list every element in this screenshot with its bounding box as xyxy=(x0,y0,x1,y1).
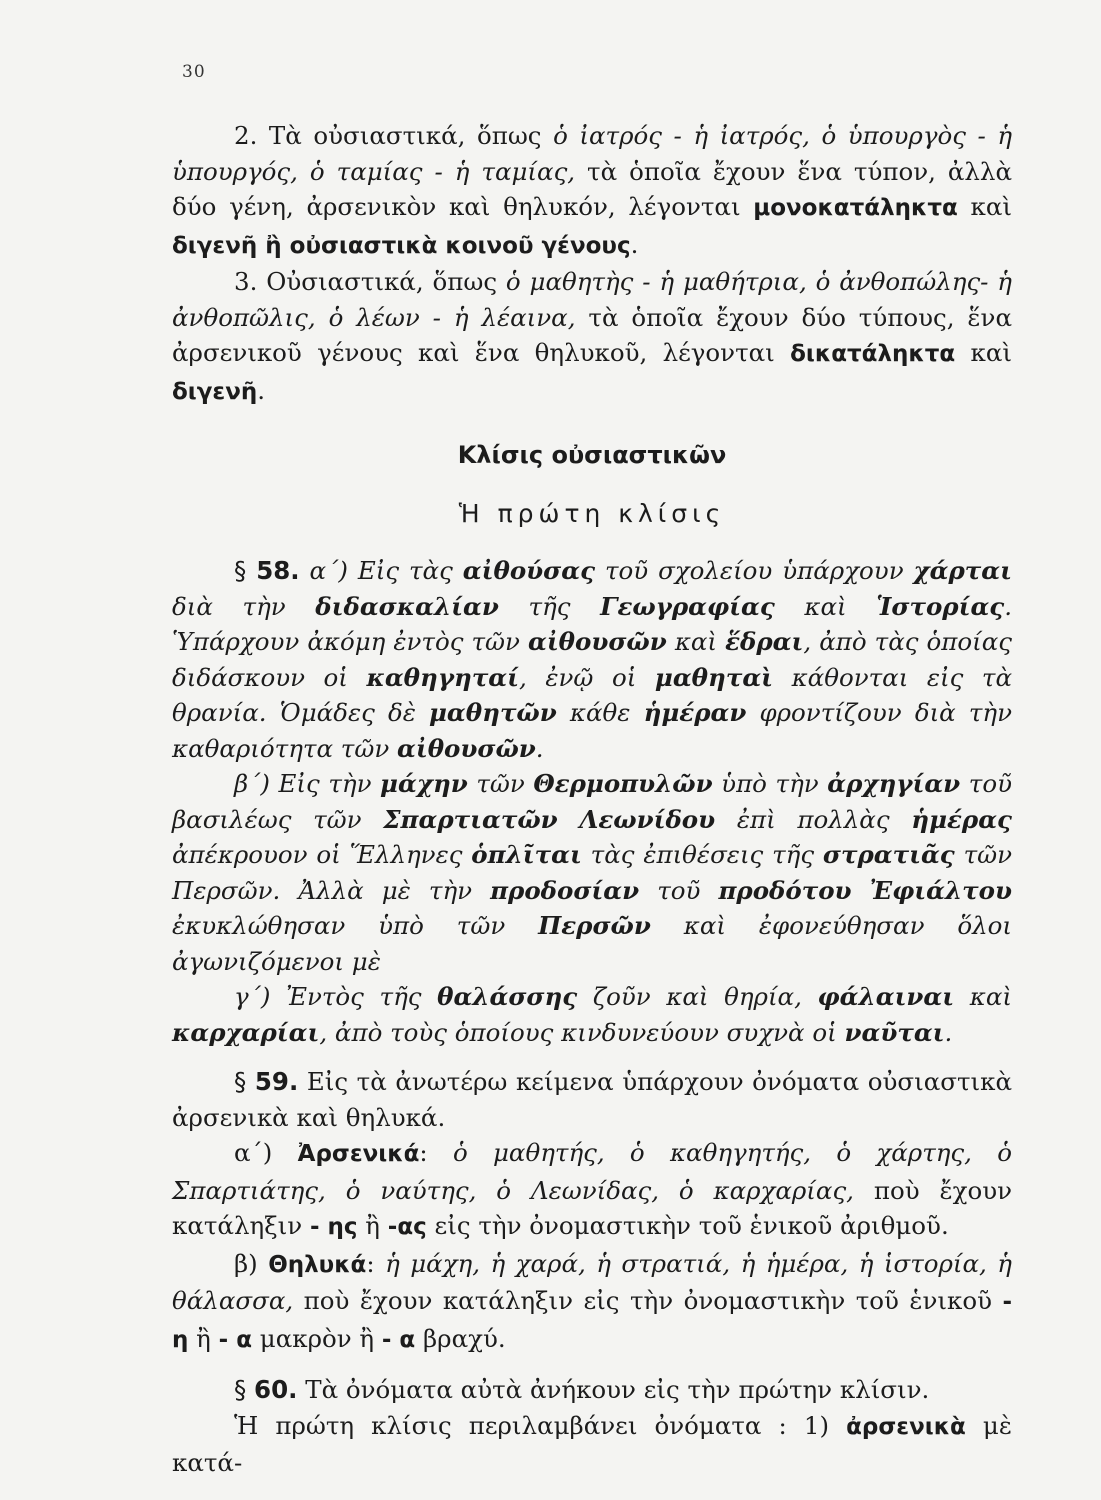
text: , ἐνῷ οἱ xyxy=(519,662,655,692)
term: θαλάσσης xyxy=(437,982,578,1011)
text: γ΄) Ἐντὸς τῆς xyxy=(234,982,438,1011)
term: Περσῶν xyxy=(538,911,651,940)
text xyxy=(558,805,580,834)
text: , ἀπὸ τὰς ὁποίας διδάσκουν οἱ xyxy=(172,627,1013,692)
text: ἐκυκλώθησαν ὑπὸ τῶν xyxy=(172,911,539,940)
term: προδοσίαν xyxy=(490,875,640,905)
text: καὶ ἐφονεύθησαν ὅλοι ἀγωνιζόμενοι μὲ xyxy=(172,911,1012,976)
text: ἢ xyxy=(357,1211,388,1240)
term: καθηγηταί xyxy=(366,662,520,692)
paragraph-58-a xyxy=(172,553,1012,766)
text: τοῦ σχολείου ὑπάρχουν xyxy=(595,556,914,585)
term: ἀρχηγίαν xyxy=(827,769,961,798)
text: β) xyxy=(234,1248,269,1278)
text: ὑπὸ τὴν xyxy=(712,769,828,798)
text: κάθονται εἰς τὰ θρανία. Ὁμάδες δὲ xyxy=(172,662,1012,727)
text: . xyxy=(535,733,544,763)
term: μαθηταὶ xyxy=(654,662,774,692)
term: αἰθουσῶν xyxy=(527,627,667,656)
text: ζοῦν καὶ θηρία, xyxy=(577,982,818,1011)
term: ἕδραι xyxy=(725,627,804,656)
term: προδότου xyxy=(718,875,852,905)
examples: ὁ μαθητὴς - ἡ μαθήτρια, ὁ ἀνθοπώλης- ἡ ἀνθοπῶλις, ὁ λέων - ἡ λέαινα, xyxy=(172,267,1012,332)
text: τοῦ βασιλέως τῶν xyxy=(172,769,1012,834)
term: διγενῆ ἢ οὐσιαστικὰ κοινοῦ γένους xyxy=(172,232,631,259)
text: 3. Οὐσιαστικά, ὅπως xyxy=(234,267,506,296)
text: κάθε xyxy=(556,698,644,727)
paragraph-number: 58. xyxy=(256,556,300,585)
term: ναῦται xyxy=(844,1017,945,1047)
text: καὶ xyxy=(954,982,1012,1011)
text: τῶν Περσῶν. Ἀλλὰ μὲ τὴν xyxy=(172,840,1013,905)
term: δικατάληκτα xyxy=(790,341,956,367)
section-heading: Κλίσις οὐσιαστικῶν xyxy=(457,441,727,469)
text: ἀπέκρουον οἱ Ἕλληνες xyxy=(172,840,472,869)
term: διδασκαλίαν xyxy=(315,591,499,621)
text: φροντίζουν διὰ τὴν καθαριότητα τῶν xyxy=(172,698,1012,763)
text: . xyxy=(630,229,639,259)
text: ποὺ ἔχουν κατάληξιν εἰς τὴν ὀνομαστικὴν τοῦ ἑνικοῦ xyxy=(293,1286,1003,1315)
text: α΄) xyxy=(234,1138,298,1167)
paragraph-3 xyxy=(172,264,1012,410)
examples: ὁ μαθητής, ὁ καθηγητής, ὁ χάρτης, ὁ Σπαρτιάτης, ὁ ναύτης, ὁ Λεωνίδας, ὁ καρχαρίας, xyxy=(172,1138,1012,1205)
text: , ἀπὸ τοὺς ὁποίους κινδυνεύουν συχνὰ οἱ xyxy=(319,1017,845,1047)
term: καρχαρίαι xyxy=(172,1017,320,1047)
term: Γεωγραφίας xyxy=(600,591,775,621)
term: αἰθουσῶν xyxy=(397,733,536,763)
section-mark: § xyxy=(234,1375,247,1404)
term: Λεωνίδου xyxy=(579,804,716,834)
examples: ὁ ἰατρός - ἡ ἰατρός, ὁ ὑπουργὸς - ἡ ὑπουργός, ὁ ταμίας - ἡ ταμίας, xyxy=(172,121,1013,186)
term: φάλαιναι xyxy=(817,982,955,1011)
text: . xyxy=(257,375,266,405)
term: μάχην xyxy=(380,769,468,798)
term: στρατιᾶς xyxy=(822,840,955,869)
text: . xyxy=(944,1017,953,1047)
paragraph-2 xyxy=(172,118,1012,264)
text: : xyxy=(419,1138,453,1167)
text: τὰ ὁποῖα ἔχουν δύο τύπους, ἕνα ἀρσενικοῦ γένους καὶ ἕνα θηλυκοῦ, λέγονται xyxy=(172,302,1012,367)
term: μονοκατάληκτα xyxy=(753,195,958,221)
text: τῶν xyxy=(467,769,534,798)
ending: - α xyxy=(218,1326,252,1353)
term: Ἀρσενικά xyxy=(297,1141,420,1167)
text: διὰ τὴν xyxy=(172,591,316,621)
paragraph-59-a xyxy=(172,1135,1012,1246)
paragraph-number: 59. xyxy=(254,1067,299,1096)
term: χάρται xyxy=(913,556,1012,585)
paragraph-number: 60. xyxy=(254,1375,298,1404)
text: τῆς xyxy=(498,591,601,621)
paragraph-58-b xyxy=(172,766,1012,979)
term: Θερμοπυλῶν xyxy=(533,769,713,798)
text: Ἡ πρώτη κλίσις περιλαμβάνει ὀνόματα : 1) xyxy=(234,1410,847,1440)
text: μὲ κατά- xyxy=(172,1410,1013,1477)
term: ἡμέραν xyxy=(643,698,747,727)
term: Θηλυκά xyxy=(268,1251,367,1278)
text: τὰς ἐπιθέσεις τῆς xyxy=(581,840,823,869)
text: τὰ ὁποῖα ἔχουν ἕνα τύπον, ἀλλὰ δύο γένη, ἀρσενικὸν καὶ θηλυκόν, λέγονται xyxy=(172,156,1012,221)
paragraph-59 xyxy=(172,1064,1012,1135)
text: ἐπὶ πολλὰς xyxy=(715,804,912,834)
ending: - η xyxy=(172,1289,1012,1353)
paragraph-59-b xyxy=(172,1246,1012,1359)
text: β΄) Εἰς τὴν xyxy=(234,769,381,798)
text: . Ὑπάρχουν ἀκόμη ἐντὸς τῶν xyxy=(172,591,1013,656)
page-number: 30 xyxy=(182,62,206,82)
text: α΄) Εἰς τὰς xyxy=(299,556,463,585)
text: ποὺ ἔχουν κατάληξιν xyxy=(172,1175,1012,1240)
text: καὶ xyxy=(955,338,1012,367)
term: αἰθούσας xyxy=(462,556,595,585)
term: Ἐφιάλτου xyxy=(869,875,1012,905)
text: Εἰς τὰ ἀνωτέρω κείμενα ὑπάρχουν ὀνόματα οὐσιαστικὰ ἀρσενικὰ καὶ θηλυκά. xyxy=(172,1067,1012,1132)
page-body xyxy=(172,118,1012,1481)
term: ἀρσενικὰ xyxy=(846,1413,966,1440)
subheading: Ἡ πρώτη κλίσις xyxy=(458,498,726,528)
term: μαθητῶν xyxy=(429,698,557,727)
ending: - ης xyxy=(309,1214,358,1240)
term: ἡμέρας xyxy=(911,804,1012,834)
text: καὶ xyxy=(666,627,726,656)
examples: ἡ μάχη, ἡ χαρά, ἡ στρατιά, ἡ ἡμέρα, ἡ ἱστορία, ἡ θάλασσα, xyxy=(172,1248,1012,1315)
paragraph-58-c xyxy=(172,979,1012,1050)
paragraph-60-continued xyxy=(172,1408,1012,1481)
paragraph-60 xyxy=(172,1372,1012,1408)
text: καὶ xyxy=(774,591,877,621)
text: βραχύ. xyxy=(415,1323,506,1353)
ending: -ας xyxy=(387,1214,427,1240)
term: Ἱστορίας xyxy=(876,591,1005,621)
term: ὁπλῖται xyxy=(471,840,582,869)
text: Τὰ ὀνόματα αὐτὰ ἀνήκουν εἰς τὴν πρώτην κλίσιν. xyxy=(297,1375,930,1404)
text: ἢ xyxy=(188,1323,219,1353)
text: 2. Τὰ οὐσιαστικά, ὅπως xyxy=(234,121,554,150)
term: Σπαρτιατῶν xyxy=(383,804,558,834)
text: εἰς τὴν ὀνομαστικὴν τοῦ ἑνικοῦ ἀριθμοῦ. xyxy=(426,1211,949,1240)
term: διγενῆ xyxy=(172,378,258,405)
text: τοῦ xyxy=(639,875,719,905)
text: : xyxy=(366,1248,386,1278)
section-mark: § xyxy=(234,1067,247,1096)
ending: - α xyxy=(381,1326,416,1353)
section-mark: § xyxy=(234,556,247,585)
text xyxy=(852,876,870,905)
text: καὶ xyxy=(957,192,1012,221)
text: μακρὸν ἢ xyxy=(252,1323,382,1353)
